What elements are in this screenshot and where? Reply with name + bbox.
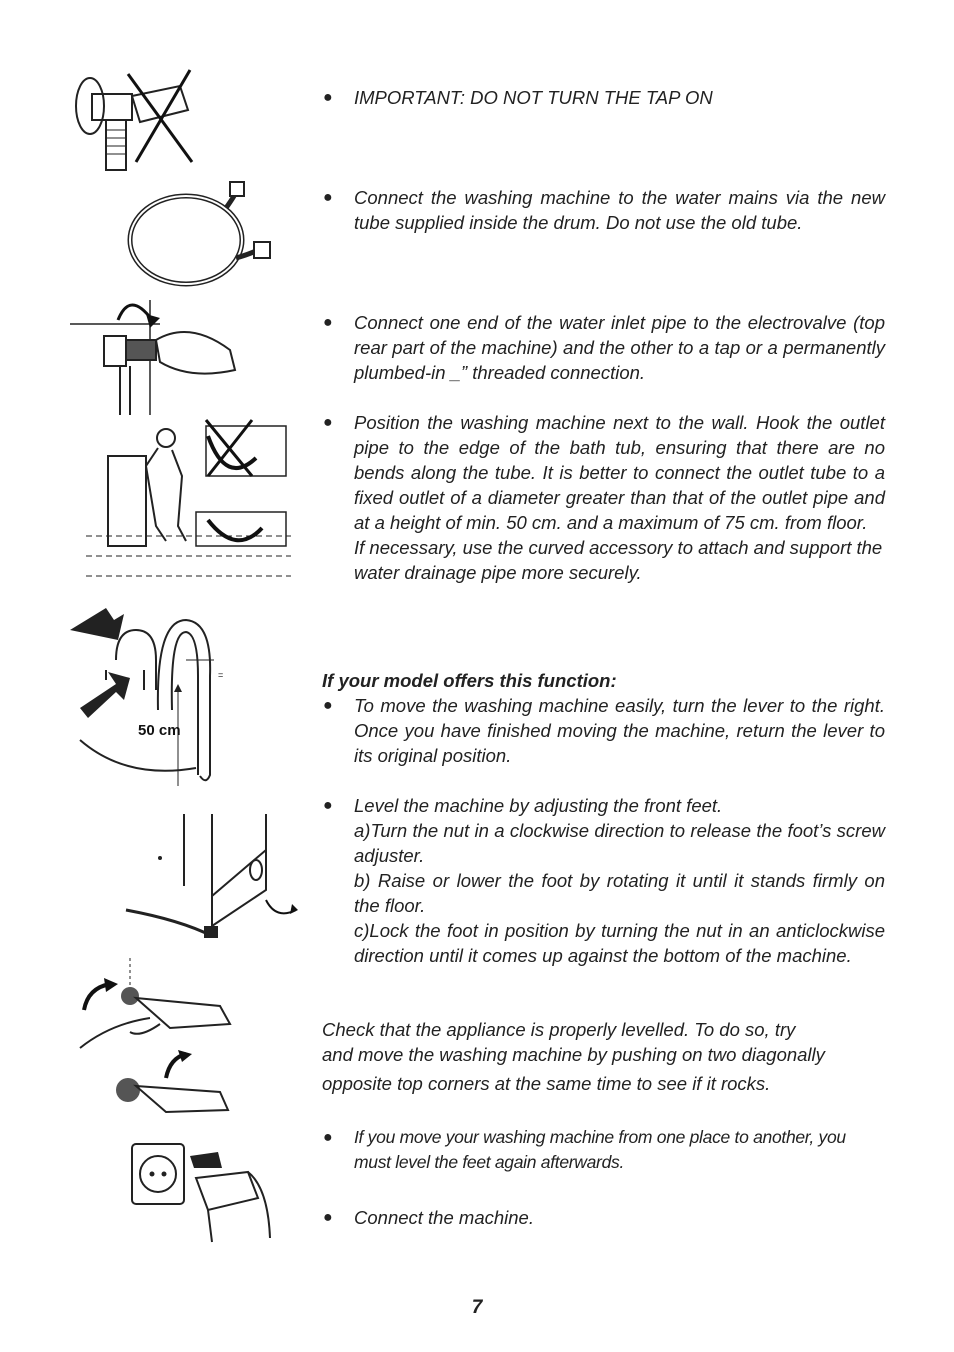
level-step-c: c)Lock the foot in position by turning the nut in an anticlockwise direction until it comes up against the bottom of the machine. xyxy=(354,920,885,966)
bullet-dot: ● xyxy=(323,189,333,206)
position-item xyxy=(323,410,885,585)
move-machine-text: If you move your washing machine from one place to another, you must level the feet again afterwards. xyxy=(354,1127,846,1172)
level-step-a: a)Turn the nut in a clockwise direction to release the foot’s screw adjuster. xyxy=(354,820,885,866)
inlet-pipe-text: Connect one end of the water inlet pipe to the electrovalve (top rear part of the machine) and the other to a tap or a permanently plumbed-in _” threaded connection. xyxy=(354,312,885,383)
important-text: IMPORTANT: DO NOT TURN THE TAP ON xyxy=(354,87,713,108)
position-extra-text: If necessary, use the curved accessory to attach and support the water drainage pipe more securely. xyxy=(354,537,883,583)
lever-text: To move the washing machine easily, turn the lever to the right. Once you have finished moving the machine, return the lever to its original position. xyxy=(354,695,885,766)
bullet-dot: ● xyxy=(323,697,333,714)
connect-machine-item xyxy=(323,1205,885,1230)
bullet-dot: ● xyxy=(323,1209,333,1226)
outlet-pipe-height-illustration xyxy=(66,600,246,790)
important-notice xyxy=(323,85,885,110)
bullet-dot: ● xyxy=(323,797,333,814)
check-level-line-1: Check that the appliance is properly levelled. To do so, try xyxy=(322,1019,796,1040)
check-level-line-3: opposite top corners at the same time to see if it rocks. xyxy=(322,1073,771,1094)
wrench-level-feet-illustration xyxy=(70,958,245,1128)
bullet-dot: ● xyxy=(323,314,333,331)
connect-tube-text: Connect the washing machine to the water mains via the new tube supplied inside the drum. Do not use the old tube. xyxy=(354,187,885,233)
move-machine-item xyxy=(323,1125,885,1175)
tap-crossed-out-illustration xyxy=(70,66,210,176)
model-function-heading: If your model offers this function: xyxy=(322,670,617,691)
equal-sign-label: = xyxy=(218,670,224,680)
bullet-dot: ● xyxy=(323,89,333,106)
inlet-pipe-item xyxy=(323,310,885,385)
inlet-hose-illustration xyxy=(118,178,278,293)
level-step-b: b) Raise or lower the foot by rotating it until it stands firmly on the floor. xyxy=(354,870,885,916)
lever-item xyxy=(323,693,885,768)
check-level-line-2: and move the washing machine by pushing on two diagonally xyxy=(322,1044,825,1065)
level-item xyxy=(323,793,885,968)
bullet-dot: ● xyxy=(323,1129,333,1146)
lever-foot-illustration xyxy=(120,810,300,945)
position-text: Position the washing machine next to the wall. Hook the outlet pipe to the edge of the bath tub, ensuring that there are no bends along the tube. It is better to connect the outlet tube to a fixed outlet of a diameter greater than that of the outlet pipe and at a height of min. 50 cm. and a maximum of 75 cm. from floor. xyxy=(354,412,885,533)
connect-pipe-illustration xyxy=(70,290,240,420)
plug-socket-illustration xyxy=(128,1138,278,1248)
height-50cm-label: 50 cm xyxy=(138,722,181,739)
connect-machine-text: Connect the machine. xyxy=(354,1207,534,1228)
level-text: Level the machine by adjusting the front feet. xyxy=(354,795,723,816)
page-number: 7 xyxy=(471,1297,483,1318)
bullet-dot: ● xyxy=(323,414,333,431)
connect-tube-item xyxy=(323,185,885,235)
position-machine-illustration xyxy=(86,416,291,586)
